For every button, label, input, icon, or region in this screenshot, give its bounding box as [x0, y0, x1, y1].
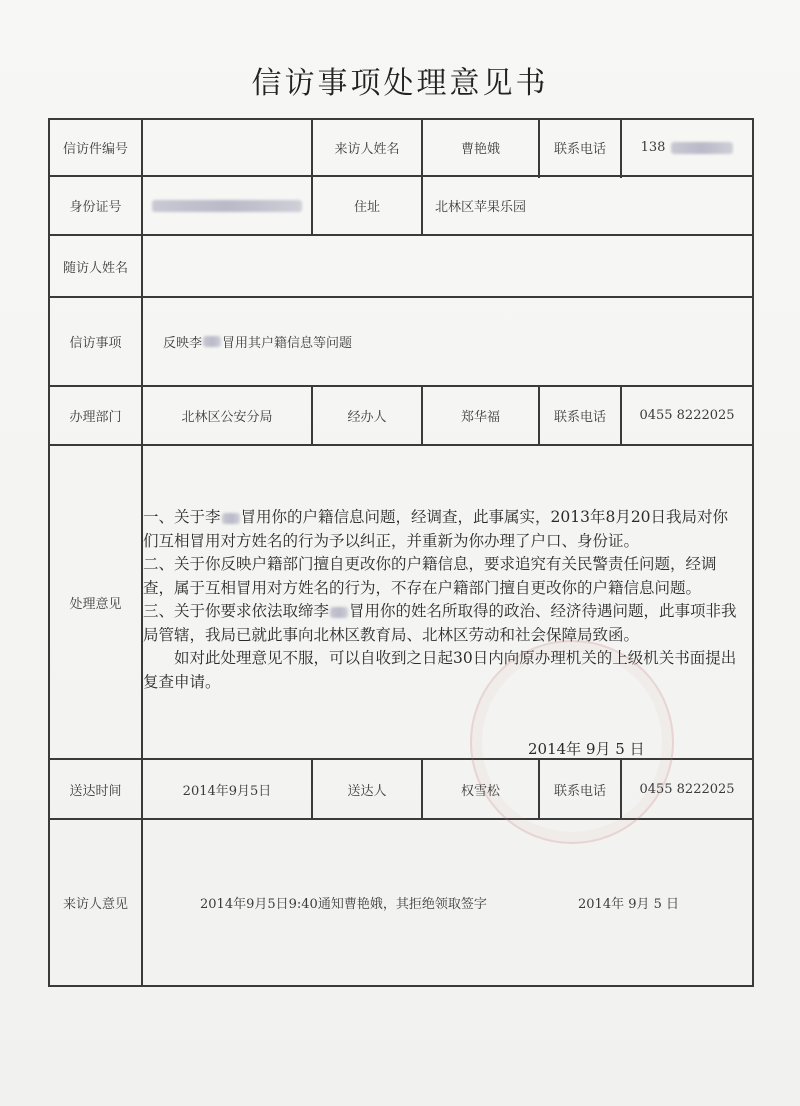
document-title: 信访事项处理意见书 — [251, 66, 549, 101]
label-phone-2: 联系电话 — [553, 410, 606, 425]
label-phone: 联系电话 — [553, 142, 606, 157]
label-opinion: 处理意见 — [69, 596, 122, 612]
table-rule — [48, 818, 754, 820]
matter-text-end: 冒用其户籍信息等问题 — [222, 336, 353, 351]
table-rule — [48, 444, 754, 446]
label-case-number: 信访件编号 — [62, 142, 128, 157]
label-accompanying: 随访人姓名 — [62, 260, 128, 276]
value-deliverer: 权雪松 — [460, 783, 500, 799]
opinion-paragraph-1: 一、关于李 冒用你的户籍信息问题，经调查，此事属实，2013年8月20日我局对你们互相冒用对方姓名的行为予以纠正，并重新为你办理了户口、身份证。 — [143, 508, 729, 550]
table-rule — [48, 985, 754, 987]
label-phone-3: 联系电话 — [553, 783, 606, 799]
value-matter — [143, 298, 752, 385]
redacted-name — [203, 336, 221, 347]
value-department: 北林区公安分局 — [181, 410, 273, 425]
value-address: 北林区苹果乐园 — [434, 200, 526, 215]
matter-text-start: 反映李 — [163, 336, 203, 351]
value-case-number — [143, 120, 311, 175]
value-phone-3: 0455 8222025 — [639, 781, 735, 797]
label-delivery-time: 送达时间 — [69, 783, 122, 799]
value-phone — [622, 120, 752, 175]
visitor-opinion-text: 2014年9月5日9:40通知曹艳娥，其拒绝领取签字 — [200, 897, 487, 912]
label-matter: 信访事项 — [69, 336, 122, 351]
table-rule — [752, 118, 754, 987]
label-visitor-name: 来访人姓名 — [334, 142, 400, 157]
opinion-paragraph-4: 如对此处理意见不服，可以自收到之日起30日内向原办理机关的上级机关书面提出复查申请。 — [143, 649, 737, 691]
label-address: 住址 — [353, 200, 380, 215]
value-accompanying — [143, 236, 752, 296]
opinion-paragraph-2: 二、关于你反映户籍部门擅自更改你的户籍信息，要求追究有关民警责任问题，经调查，属于互相冒用对方姓名的行为，不存在户籍部门擅自更改你的户籍信息问题。 — [143, 555, 717, 597]
label-visitor-opinion: 来访人意见 — [62, 897, 128, 912]
value-visitor-name: 曹艳娥 — [460, 142, 500, 157]
opinion-date: 2014年 9月 5 日 — [528, 740, 645, 758]
redacted-name — [222, 513, 240, 524]
value-delivery-time: 2014年9月5日 — [182, 783, 272, 799]
redacted-phone — [671, 142, 733, 154]
value-phone-2: 0455 8222025 — [639, 408, 735, 423]
label-handler: 经办人 — [347, 410, 387, 425]
opinion-paragraph-3: 三、关于你要求依法取缔李 冒用你的姓名所取得的政治、经济待遇问题，此事项非我局管辖，我局已就此事向北林区教育局、北林区劳动和社会保障局致函。 — [143, 602, 737, 644]
label-department: 办理部门 — [69, 410, 122, 425]
phone-prefix: 138 — [640, 140, 666, 155]
redacted-id-number — [152, 200, 302, 212]
value-id-number — [143, 177, 311, 234]
redacted-name — [330, 607, 348, 618]
opinion-body — [143, 506, 743, 694]
visitor-opinion-date: 2014年 9月 5 日 — [578, 897, 680, 912]
label-id-number: 身份证号 — [69, 200, 122, 215]
label-deliverer: 送达人 — [347, 783, 387, 799]
value-handler: 郑华福 — [460, 410, 500, 425]
